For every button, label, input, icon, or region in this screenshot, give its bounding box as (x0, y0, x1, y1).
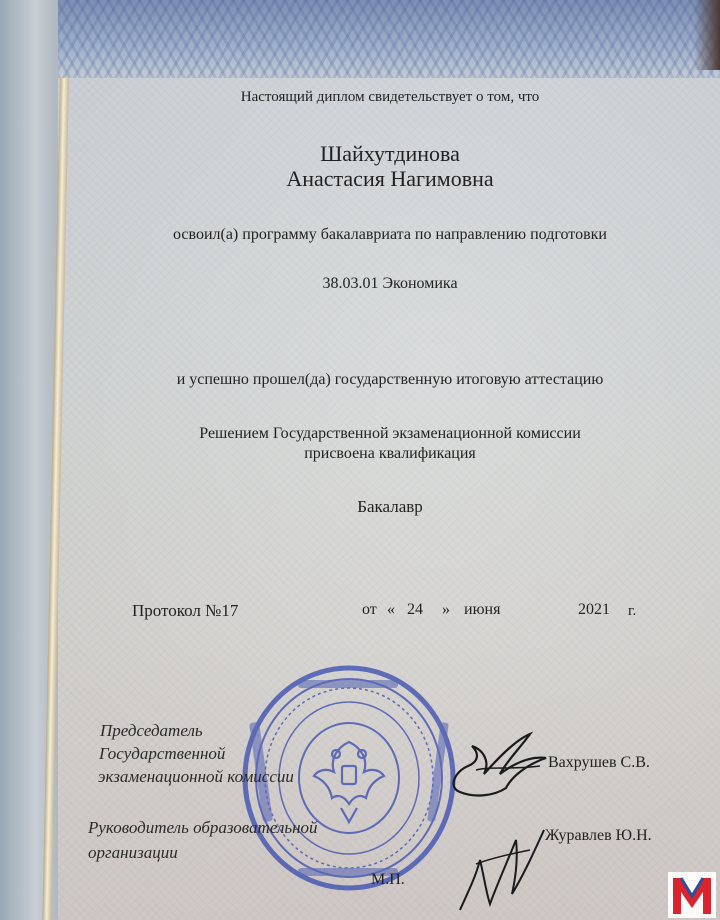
program-line: освоил(а) программу бакалавриата по направлению подготовки (173, 226, 607, 243)
protocol-number: Протокол №17 (132, 601, 239, 620)
cover-corner-shadow (694, 0, 720, 70)
chair-title-line-3: экзаменационной комиссии (98, 767, 294, 786)
date-quote-open: « (387, 601, 395, 618)
date-year-suffix: г. (628, 603, 637, 619)
decision-line-2: присвоена квалификация (304, 445, 476, 462)
attestation-line: и успешно прошел(да) государственную итоговую аттестацию (176, 371, 604, 388)
security-pattern-band (58, 0, 720, 78)
qualification: Бакалавр (357, 497, 423, 516)
watermark-logo-icon (668, 872, 716, 918)
specialty-code-name: 38.03.01 Экономика (322, 275, 458, 292)
head-title-line-1: Руководитель образовательной (88, 818, 318, 837)
diploma-intro: Настоящий диплом свидетельствует о том, что (240, 89, 540, 105)
graduate-surname: Шайхутдинова (320, 141, 460, 166)
seal-place-mark: М.П. (371, 871, 405, 888)
graduate-given-names: Анастасия Нагимовна (286, 166, 494, 191)
chair-signature (420, 722, 560, 812)
head-name: Журавлев Ю.Н. (545, 827, 652, 844)
date-quote-close: » (442, 601, 450, 618)
chair-name: Вахрушев С.В. (548, 754, 650, 771)
date-day: 24 (407, 601, 423, 618)
chair-title-line-2: Государственной (99, 744, 226, 763)
date-month: июня (464, 601, 501, 618)
date-year: 2021 (578, 601, 610, 618)
decision-line-1: Решением Государственной экзаменационной комиссии (199, 425, 581, 442)
head-signature (446, 800, 556, 920)
head-title-line-2: организации (88, 843, 178, 862)
date-from: от (362, 601, 377, 618)
chair-title-line-1: Председатель (100, 721, 203, 740)
